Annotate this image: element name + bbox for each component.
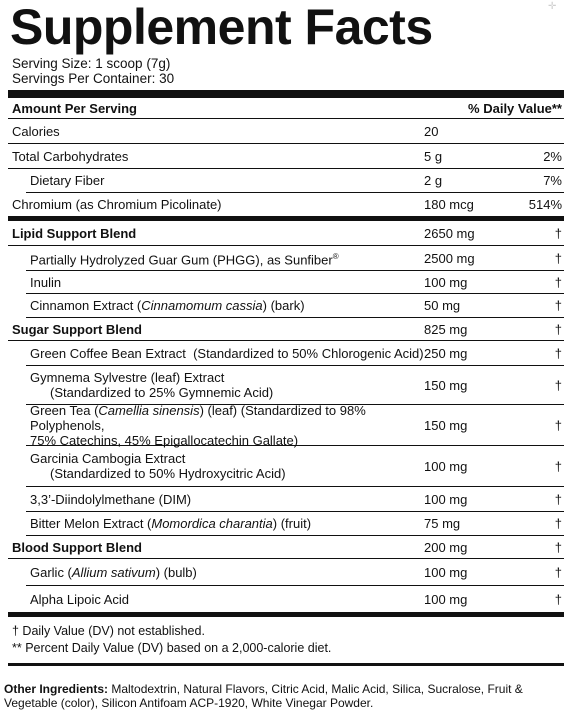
ingredient-dv: † [554,458,562,474]
amount-per-serving-label: Amount Per Serving [12,100,137,116]
corner-plus-icon: ✛ [548,1,557,12]
ingredient-dv: † [554,298,562,313]
footnotes [12,623,564,657]
ingredient-name: Gymnema Sylvestre (leaf) Extract (Standardized to 25% Gymnemic Acid) [30,370,274,400]
ingredient-dv: † [554,491,562,507]
ingredient-dv: † [554,516,562,531]
ingredient-row-garcinia [26,446,564,487]
ingredient-dv: † [554,250,562,266]
supplement-facts-panel [8,0,564,666]
blend-dv: † [554,539,562,555]
ingredient-row-green-coffee [26,341,564,366]
nutrient-name: Dietary Fiber [30,173,105,188]
nutrient-name: Chromium (as Chromium Picolinate) [12,197,222,212]
servings-per-container: Servings Per Container: 30 [12,71,175,86]
ingredient-amount: 150 mg [424,377,468,393]
divider-thick [8,90,564,98]
nutrient-amount: 180 mcg [424,197,474,212]
ingredient-row-inulin [26,271,564,294]
other-ingredients-text: Maltodextrin, Natural Flavors, Citric Acid, Malic Acid, Silica, Sucralose, Fruit & Vegetable (color), Silicon Antifoam ACP-1920, White Vinegar Powder. [4,682,523,710]
ingredient-amount: 100 mg [424,591,468,607]
ingredient-name: Bitter Melon Extract (Momordica charantia) (fruit) [30,516,312,531]
ingredient-name: Green Tea (Camellia sinensis) (leaf) (Standardized to 98% Polyphenols, 75% Catechins, 45% Epigallocatechin Gallate) [30,402,366,448]
ingredient-name: Garcinia Cambogia Extract (Standardized to 50% Hydroxycitric Acid) [30,451,286,481]
blend-amount: 825 mg [424,321,468,337]
ingredient-row-alpha-lipoic-acid [26,586,564,612]
blend-row-lipid-support [8,221,564,246]
nutrient-dv: 2% [543,148,562,164]
ingredient-dv: † [554,377,562,393]
ingredient-row-garlic [26,559,564,586]
ingredient-amount: 50 mg [424,298,461,313]
blend-row-blood-support [8,536,564,559]
ingredient-row-bitter-melon [26,512,564,536]
blend-amount: 200 mg [424,539,468,555]
nutrient-name: Total Carbohydrates [12,148,129,164]
ingredient-name: Garlic (Allium sativum) (bulb) [30,564,197,580]
ingredient-amount: 100 mg [424,491,468,507]
ingredient-dv: † [554,417,562,433]
ingredient-dv: † [554,274,562,290]
nutrient-name: Calories [12,123,60,139]
ingredient-name: Alpha Lipoic Acid [30,591,130,607]
ingredient-dv: † [554,345,562,361]
ingredient-name: Partially Hydrolyzed Guar Gum (PHGG), as Sunfiber® [30,251,339,268]
ingredient-row-dim [26,487,564,512]
footnote-dagger: † Daily Value (DV) not established. [12,624,205,638]
daily-value-label: % Daily Value** [468,100,562,116]
blend-dv: † [554,321,562,337]
nutrient-row-total-carbohydrates [8,144,564,169]
ingredient-amount: 100 mg [424,274,468,290]
footnote-daily-value: ** Percent Daily Value (DV) based on a 2,000-calorie diet. [12,641,332,655]
ingredient-row-cinnamon [26,294,564,318]
table-header [8,98,564,119]
serving-size: Serving Size: 1 scoop (7g) [12,56,171,71]
nutrient-amount: 2 g [424,173,443,188]
panel-title: Supplement Facts [10,0,433,55]
ingredient-amount: 250 mg [424,345,468,361]
ingredient-amount: 150 mg [424,417,468,433]
ingredient-name: Green Coffee Bean Extract (Standardized to 50% Chlorogenic Acid) [30,345,424,361]
ingredient-amount: 100 mg [424,564,468,580]
blend-amount: 2650 mg [424,225,475,241]
ingredient-dv: † [554,591,562,607]
blend-name: Sugar Support Blend [12,321,142,337]
other-ingredients [4,682,564,710]
nutrient-dv: 7% [543,173,562,188]
ingredient-amount: 75 mg [424,516,461,531]
nutrient-row-calories [8,119,564,144]
blend-row-sugar-support [8,318,564,341]
nutrient-row-dietary-fiber [26,169,564,193]
ingredient-dv: † [554,564,562,580]
ingredient-name: Inulin [30,274,62,290]
registered-mark: ® [332,251,339,261]
ingredient-name: 3,3’-Diindolylmethane (DIM) [30,491,192,507]
nutrient-dv: 514% [528,197,562,212]
blend-name: Lipid Support Blend [12,225,137,241]
ingredient-name: Cinnamon Extract (Cinnamomum cassia) (bark) [30,298,305,313]
divider-medium-bottom [8,612,564,617]
nutrient-amount: 20 [424,123,439,139]
ingredient-row-gymnema [26,366,564,405]
blend-name: Blood Support Blend [12,539,142,555]
ingredient-row-green-tea [26,402,564,448]
nutrient-amount: 5 g [424,148,443,164]
blend-dv: † [554,225,562,241]
other-ingredients-label: Other Ingredients: [4,682,109,696]
ingredient-amount: 100 mg [424,458,468,474]
ingredient-row-phgg [26,246,564,271]
ingredient-amount: 2500 mg [424,250,475,266]
divider-bottom [8,663,564,666]
nutrient-row-chromium [8,193,564,216]
